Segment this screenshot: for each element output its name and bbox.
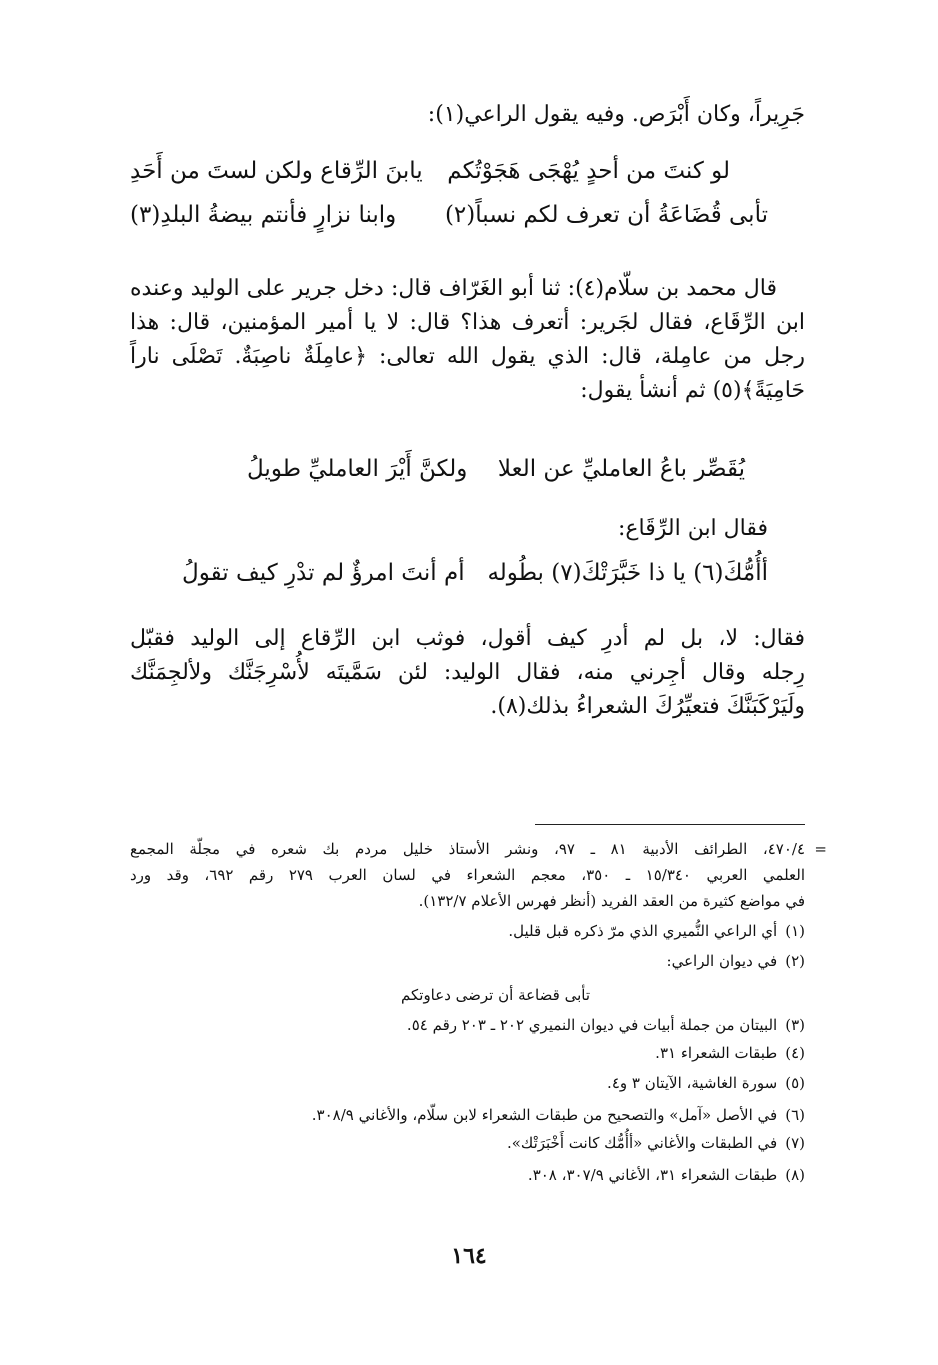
footnote-1-number: (١) bbox=[785, 922, 805, 940]
paragraph-1-line-4: حَامِيَةً﴾(٥) ثم أنشأ يقول: bbox=[580, 378, 805, 403]
verse-4-first-hemistich: أأُمُّكَ(٦) يا ذا خَبَّرَتْكَ(٧) بطُوله bbox=[487, 560, 768, 586]
footnote-6-number: (٦) bbox=[785, 1106, 805, 1124]
paragraph-2-line-3: ولَيَرْكَبَنَّكَ فتعيِّرُكَ الشعراءُ بذلك(٨). bbox=[490, 694, 805, 719]
footnote-8-text: طبقات الشعراء ٣١، الأغاني ٣٠٧/٩، ٣٠٨. bbox=[527, 1166, 778, 1184]
verse-1-second-hemistich: يابنَ الرِّقاع ولكن لستَ من أَحَدِ bbox=[130, 158, 423, 184]
page-number: ١٦٤ bbox=[451, 1243, 487, 1269]
footnote-8 bbox=[130, 1162, 805, 1188]
continuation-line-1: ٤٧٠/٤، الطرائف الأدبية ٨١ ـ ٩٧، ونشر الأستاذ خليل مردم بك شعره في مجلّة المجمع bbox=[130, 840, 806, 858]
continuation-marker: = bbox=[814, 840, 827, 858]
paragraph-2-line-1: فقال: لا، بل لم أدرِ كيف أقول، فوثب ابن الرِّقاع إلى الوليد فقبّل bbox=[130, 626, 805, 651]
paragraph-1-line-2: ابن الرِّقَاع، فقال لجَرير: أتعرف هذا؟ قال: لا يا أمير المؤمنين، قال: هذا bbox=[130, 310, 805, 335]
verse-line-3 bbox=[0, 456, 938, 492]
footnote-2-number: (٢) bbox=[785, 952, 805, 970]
footnote-7 bbox=[130, 1130, 805, 1156]
ibn-riqa-line: فقال ابن الرِّقَاع: bbox=[617, 516, 768, 541]
verse-1-first-hemistich: لو كنتَ من أحدٍ يُهْجَى هَجَوْتُكم bbox=[447, 158, 730, 184]
footnote-5-number: (٥) bbox=[785, 1074, 805, 1092]
footnote-2-text: في ديوان الراعي: bbox=[666, 952, 778, 970]
footnote-7-number: (٧) bbox=[785, 1134, 805, 1152]
verse-3-first-hemistich: يُقَصِّر باعُ العامليِّ عن العلا bbox=[497, 456, 745, 482]
verse-line-4 bbox=[0, 560, 938, 596]
footnote-5-text: سورة الغاشية، الآيتان ٣ و٤. bbox=[607, 1074, 778, 1092]
verse-2-second-hemistich: وابنا نزارٍ فأنتم بيضةُ البلدِ(٣) bbox=[130, 202, 397, 228]
footnote-3 bbox=[130, 1012, 805, 1038]
footnote-continuation bbox=[130, 836, 827, 914]
verse-couplet-2 bbox=[0, 202, 938, 238]
footnote-6 bbox=[130, 1102, 805, 1128]
continuation-line-3: في مواضع كثيرة من العقد الفريد (أنظر فهرس الأعلام ١٣٢/٧). bbox=[418, 892, 805, 910]
verse-3-second-hemistich: ولكنَّ أَيْرَ العامليِّ طويلُ bbox=[247, 456, 468, 482]
verse-couplet-1 bbox=[0, 158, 938, 194]
footnote-4 bbox=[130, 1040, 805, 1066]
footnote-3-number: (٣) bbox=[785, 1016, 805, 1034]
footnote-4-text: طبقات الشعراء ٣١. bbox=[655, 1044, 778, 1062]
footnote-2-verse: تأبى قضاعة أن ترضى دعاوتكم bbox=[401, 986, 590, 1004]
opening-line: جَرِيراً، وكان أَبْرَص. وفيه يقول الراعي(١): bbox=[427, 102, 805, 127]
footnote-6-text: في الأصل «آمل» والتصحيح من طبقات الشعراء لابن سلّام، والأغاني ٣٠٨/٩. bbox=[311, 1106, 778, 1124]
paragraph-1-line-1: قال محمد بن سلّام(٤): ثنا أبو الغَرّاف قال: دخل جرير على الوليد وعنده bbox=[130, 276, 777, 301]
footnotes bbox=[130, 836, 827, 1188]
footnote-separator bbox=[535, 824, 805, 825]
footnote-1 bbox=[130, 918, 805, 944]
verse-2-first-hemistich: تأبى قُضَاعَةُ أن تعرف لكم نسباً(٢) bbox=[444, 202, 768, 228]
paragraph-1-line-3: رجل من عامِلة، قال: الذي يقول الله تعالى: ﴿عامِلَةٌ ناصِبَةٌ. تَصْلَى ناراً bbox=[130, 344, 805, 369]
paragraph-2 bbox=[130, 622, 805, 724]
footnote-1-text: أي الراعي النُّميري الذي مرّ ذكره قبل قليل. bbox=[508, 922, 778, 940]
footnote-2 bbox=[130, 948, 805, 974]
footnote-5 bbox=[130, 1070, 805, 1096]
footnote-8-number: (٨) bbox=[785, 1166, 805, 1184]
paragraph-2-line-2: رِجله وقال أجِرني منه، فقال الوليد: لئن سَمَّيتَه لأُسْرِجَنَّك ولألجِمَنَّك bbox=[130, 660, 805, 685]
continuation-line-2: العلمي العربي ١٥/٣٤٠ ـ ٣٥٠، معجم الشعراء في لسان العرب ٢٧٩ رقم ٦٩٢، وقد ورد bbox=[130, 866, 806, 884]
footnote-7-text: في الطبقات والأغاني «أأُمُّك كانت أَخْبَرَتْك». bbox=[506, 1134, 778, 1152]
footnote-4-number: (٤) bbox=[785, 1044, 805, 1062]
verse-4-second-hemistich: أم أنتَ امرؤٌ لم تدْرِ كيف تقولُ bbox=[182, 560, 465, 586]
footnote-3-text: البيتان من جملة أبيات في ديوان النميري ٢٠٢ ـ ٢٠٣ رقم ٥٤. bbox=[406, 1016, 778, 1034]
paragraph-1 bbox=[130, 272, 805, 408]
